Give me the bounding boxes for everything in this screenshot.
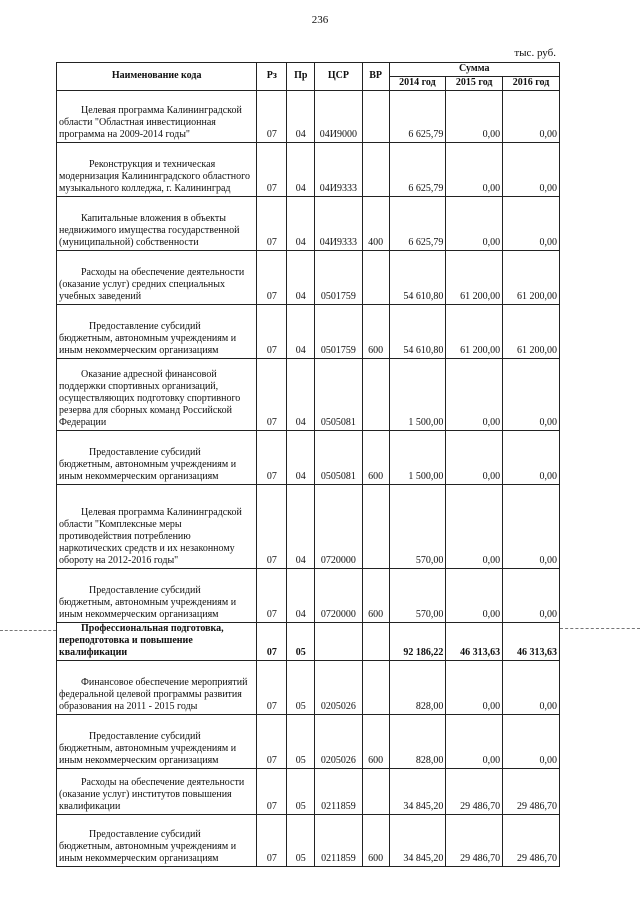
row-name: Предоставление субсидий бюджетным, автономным учреждениям и иным некоммерческим организациям (57, 569, 257, 623)
table-row (57, 359, 560, 431)
row-pr: 04 (287, 569, 315, 623)
row-rz: 07 (257, 815, 287, 867)
row-name: Расходы на обеспечение деятельности (оказание услуг) институтов повышения квалификации (57, 769, 257, 815)
budget-table (56, 62, 560, 867)
row-vr: 600 (362, 305, 389, 359)
row-vr: 400 (362, 197, 389, 251)
row-rz: 07 (257, 359, 287, 431)
row-vr (362, 769, 389, 815)
row-amount-2016: 0,00 (503, 143, 560, 197)
row-csr: 04И9333 (315, 197, 363, 251)
row-amount-2015: 61 200,00 (446, 251, 503, 305)
row-vr (362, 485, 389, 569)
row-amount-2016: 0,00 (503, 661, 560, 715)
row-amount-2016: 46 313,63 (503, 623, 560, 661)
table-row (57, 431, 560, 485)
row-name: Капитальные вложения в объекты недвижимого имущества государственной (муниципальной) собственности (57, 197, 257, 251)
row-pr: 05 (287, 661, 315, 715)
scan-artifact-line (560, 628, 640, 629)
table-row (57, 305, 560, 359)
row-csr: 0211859 (315, 769, 363, 815)
header-pr: Пр (287, 63, 315, 91)
header-year-2015: 2015 год (446, 77, 503, 91)
row-amount-2016: 0,00 (503, 569, 560, 623)
row-name: Расходы на обеспечение деятельности (оказание услуг) средних специальных учебных заведений (57, 251, 257, 305)
row-vr: 600 (362, 815, 389, 867)
table-row (57, 91, 560, 143)
row-amount-2016: 0,00 (503, 197, 560, 251)
header-rz: Рз (257, 63, 287, 91)
row-csr: 0501759 (315, 305, 363, 359)
row-vr (362, 623, 389, 661)
row-name: Реконструкция и техническая модернизация Калининградского областного музыкального колледжа, г. Калининград (57, 143, 257, 197)
row-csr: 0501759 (315, 251, 363, 305)
row-rz: 07 (257, 305, 287, 359)
row-amount-2015: 61 200,00 (446, 305, 503, 359)
row-amount-2016: 0,00 (503, 91, 560, 143)
row-rz: 07 (257, 623, 287, 661)
row-amount-2014: 6 625,79 (389, 143, 446, 197)
row-name: Профессиональная подготовка, переподготовка и повышение квалификации (57, 623, 257, 661)
row-pr: 04 (287, 485, 315, 569)
row-pr: 04 (287, 359, 315, 431)
row-amount-2014: 92 186,22 (389, 623, 446, 661)
row-pr: 04 (287, 305, 315, 359)
row-amount-2014: 34 845,20 (389, 815, 446, 867)
row-amount-2014: 570,00 (389, 569, 446, 623)
table-row (57, 251, 560, 305)
row-name: Целевая программа Калининградской области "Комплексные меры противодействия потреблению наркотических средств и их незаконному обороту на 2012-2016 годы" (57, 485, 257, 569)
row-rz: 07 (257, 715, 287, 769)
row-amount-2016: 0,00 (503, 431, 560, 485)
row-amount-2016: 0,00 (503, 485, 560, 569)
row-name: Предоставление субсидий бюджетным, автономным учреждениям и иным некоммерческим организациям (57, 715, 257, 769)
table-row (57, 769, 560, 815)
table-row (57, 197, 560, 251)
row-amount-2014: 828,00 (389, 661, 446, 715)
row-amount-2015: 0,00 (446, 431, 503, 485)
row-name: Оказание адресной финансовой поддержки спортивных организаций, осуществляющих подготовку спортивного резерва для сборных команд Российской Федерации (57, 359, 257, 431)
row-amount-2016: 29 486,70 (503, 815, 560, 867)
row-amount-2015: 0,00 (446, 359, 503, 431)
table-row (57, 143, 560, 197)
row-rz: 07 (257, 431, 287, 485)
row-amount-2014: 1 500,00 (389, 431, 446, 485)
row-pr: 04 (287, 251, 315, 305)
row-rz: 07 (257, 143, 287, 197)
header-csr: ЦСР (315, 63, 363, 91)
row-name: Предоставление субсидий бюджетным, автономным учреждениям и иным некоммерческим организациям (57, 305, 257, 359)
header-year-2016: 2016 год (503, 77, 560, 91)
row-pr: 04 (287, 143, 315, 197)
table-row (57, 661, 560, 715)
row-amount-2015: 0,00 (446, 91, 503, 143)
row-csr: 0505081 (315, 359, 363, 431)
row-amount-2014: 54 610,80 (389, 251, 446, 305)
row-amount-2014: 828,00 (389, 715, 446, 769)
row-name: Целевая программа Калининградской области "Областная инвестиционная программа на 2009-2014 годы" (57, 91, 257, 143)
row-rz: 07 (257, 569, 287, 623)
row-pr: 04 (287, 431, 315, 485)
row-name: Финансовое обеспечение мероприятий федеральной целевой программы развития образования на 2011 - 2015 годы (57, 661, 257, 715)
row-amount-2014: 570,00 (389, 485, 446, 569)
row-vr (362, 251, 389, 305)
row-vr (362, 91, 389, 143)
header-name: Наименование кода (57, 63, 257, 91)
row-rz: 07 (257, 661, 287, 715)
row-pr: 04 (287, 197, 315, 251)
row-amount-2015: 0,00 (446, 143, 503, 197)
row-rz: 07 (257, 91, 287, 143)
row-name: Предоставление субсидий бюджетным, автономным учреждениям и иным некоммерческим организациям (57, 815, 257, 867)
row-amount-2016: 61 200,00 (503, 251, 560, 305)
row-amount-2014: 6 625,79 (389, 197, 446, 251)
page-number: 236 (311, 14, 329, 26)
row-csr: 0205026 (315, 661, 363, 715)
row-amount-2015: 0,00 (446, 715, 503, 769)
row-amount-2014: 6 625,79 (389, 91, 446, 143)
row-csr: 0720000 (315, 569, 363, 623)
header-year-2014: 2014 год (389, 77, 446, 91)
row-rz: 07 (257, 485, 287, 569)
row-vr: 600 (362, 431, 389, 485)
table-row (57, 569, 560, 623)
row-amount-2014: 34 845,20 (389, 769, 446, 815)
row-rz: 07 (257, 251, 287, 305)
row-amount-2015: 29 486,70 (446, 769, 503, 815)
row-csr: 0211859 (315, 815, 363, 867)
table-row (57, 715, 560, 769)
row-vr: 600 (362, 569, 389, 623)
row-amount-2016: 0,00 (503, 715, 560, 769)
row-csr: 0205026 (315, 715, 363, 769)
row-csr: 04И9000 (315, 91, 363, 143)
row-amount-2016: 29 486,70 (503, 769, 560, 815)
row-amount-2014: 54 610,80 (389, 305, 446, 359)
row-vr (362, 143, 389, 197)
unit-label: тыс. руб. (514, 47, 556, 59)
table-row (57, 623, 560, 661)
row-name: Предоставление субсидий бюджетным, автономным учреждениям и иным некоммерческим организациям (57, 431, 257, 485)
row-rz: 07 (257, 197, 287, 251)
row-pr: 05 (287, 715, 315, 769)
scan-artifact-line (0, 630, 56, 631)
row-amount-2015: 0,00 (446, 485, 503, 569)
row-amount-2015: 0,00 (446, 197, 503, 251)
row-amount-2015: 0,00 (446, 569, 503, 623)
row-csr (315, 623, 363, 661)
row-vr: 600 (362, 715, 389, 769)
row-amount-2016: 61 200,00 (503, 305, 560, 359)
row-amount-2014: 1 500,00 (389, 359, 446, 431)
table-row (57, 815, 560, 867)
row-amount-2015: 0,00 (446, 661, 503, 715)
row-amount-2015: 46 313,63 (446, 623, 503, 661)
header-vr: ВР (362, 63, 389, 91)
row-vr (362, 661, 389, 715)
row-amount-2015: 29 486,70 (446, 815, 503, 867)
table-row (57, 485, 560, 569)
row-pr: 04 (287, 91, 315, 143)
row-amount-2016: 0,00 (503, 359, 560, 431)
row-pr: 05 (287, 623, 315, 661)
row-pr: 05 (287, 815, 315, 867)
row-csr: 04И9333 (315, 143, 363, 197)
row-csr: 0505081 (315, 431, 363, 485)
row-rz: 07 (257, 769, 287, 815)
row-pr: 05 (287, 769, 315, 815)
row-csr: 0720000 (315, 485, 363, 569)
header-sum: Сумма (389, 63, 559, 77)
row-vr (362, 359, 389, 431)
